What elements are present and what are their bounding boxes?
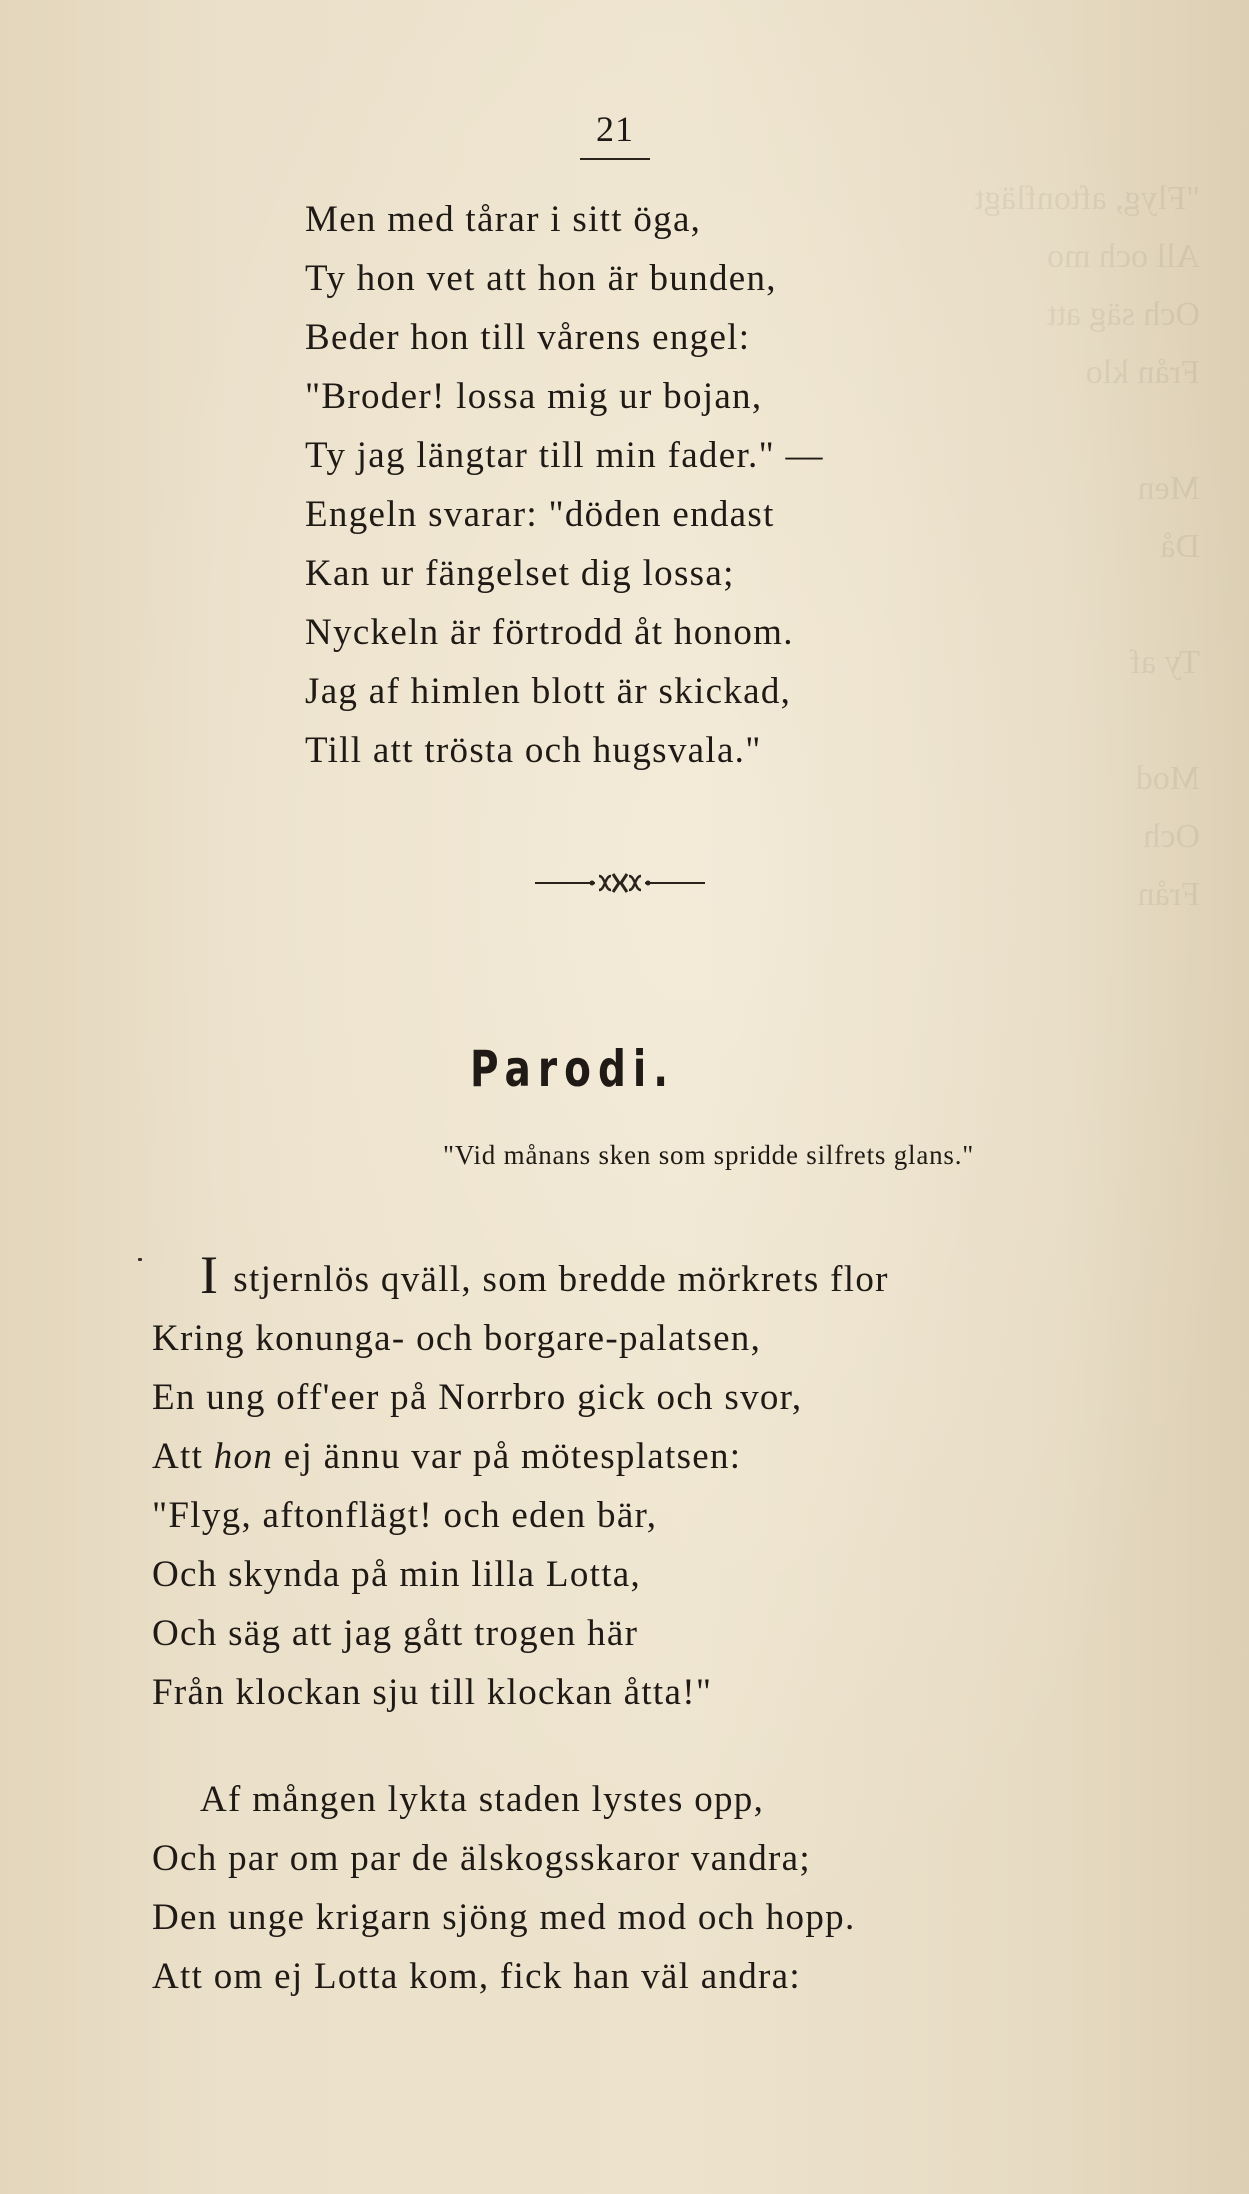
verse-line: Till att trösta och hugsvala." <box>305 730 762 771</box>
ink-speck <box>138 1258 142 1261</box>
verse-line: Att om ej Lotta kom, fick han väl andra: <box>152 1956 801 1997</box>
verse-line: Jag af himlen blott är skickad, <box>305 671 792 712</box>
verse-line: Ty jag längtar till min fader." — <box>305 435 824 476</box>
page-number: 21 <box>596 109 634 149</box>
stanza-3 <box>152 1770 856 2006</box>
verse-line: Nyckeln är förtrodd åt honom. <box>305 612 794 653</box>
verse-line: Från klockan sju till klockan åtta!" <box>152 1672 713 1713</box>
epigraph: "Vid månans sken som spridde silfrets glans." <box>443 1140 975 1170</box>
verse-line: Beder hon till vårens engel: <box>305 317 751 358</box>
page-number-rule <box>580 158 650 160</box>
verse-line-first <box>152 1245 889 1309</box>
verse-line: Kan ur fängelset dig lossa; <box>305 553 735 594</box>
verse-line: Af mången lykta staden lystes opp, <box>200 1779 765 1820</box>
verse-line: Den unge krigarn sjöng med mod och hopp. <box>152 1897 856 1938</box>
stanza-1 <box>305 190 824 780</box>
show-through-text: "Flyg, aftonflägt All och mo Och säg att Från klo Men Då Ty af Mod Och Från <box>974 180 1200 913</box>
verse-text: ej ännu var på mötesplatsen: <box>283 1436 742 1477</box>
poem-title: Parodi. <box>470 1040 676 1098</box>
stanza-2 <box>152 1245 889 1722</box>
verse-text: stjernlös qväll, som bredde mörkrets flor <box>233 1259 889 1300</box>
section-ornament <box>535 868 705 898</box>
verse-line: Och par om par de älskogsskaror vandra; <box>152 1838 811 1879</box>
verse-line: Ty hon vet att hon är bunden, <box>305 258 777 299</box>
italic-word: hon <box>213 1436 274 1477</box>
verse-line: "Flyg, aftonflägt! och eden bär, <box>152 1495 658 1536</box>
verse-line: Men med tårar i sitt öga, <box>305 199 702 240</box>
verse-line: En ung off'eer på Norrbro gick och svor, <box>152 1377 803 1418</box>
verse-line: Och skynda på min lilla Lotta, <box>152 1554 642 1595</box>
verse-line: Och säg att jag gått trogen här <box>152 1613 639 1654</box>
verse-text: Att <box>152 1436 204 1477</box>
verse-line: "Broder! lossa mig ur bojan, <box>305 376 763 417</box>
verse-line: Kring konunga- och borgare-palatsen, <box>152 1318 762 1359</box>
initial-letter: I <box>200 1245 220 1305</box>
verse-line: Engeln svarar: "döden endast <box>305 494 775 535</box>
verse-line <box>152 1427 889 1486</box>
